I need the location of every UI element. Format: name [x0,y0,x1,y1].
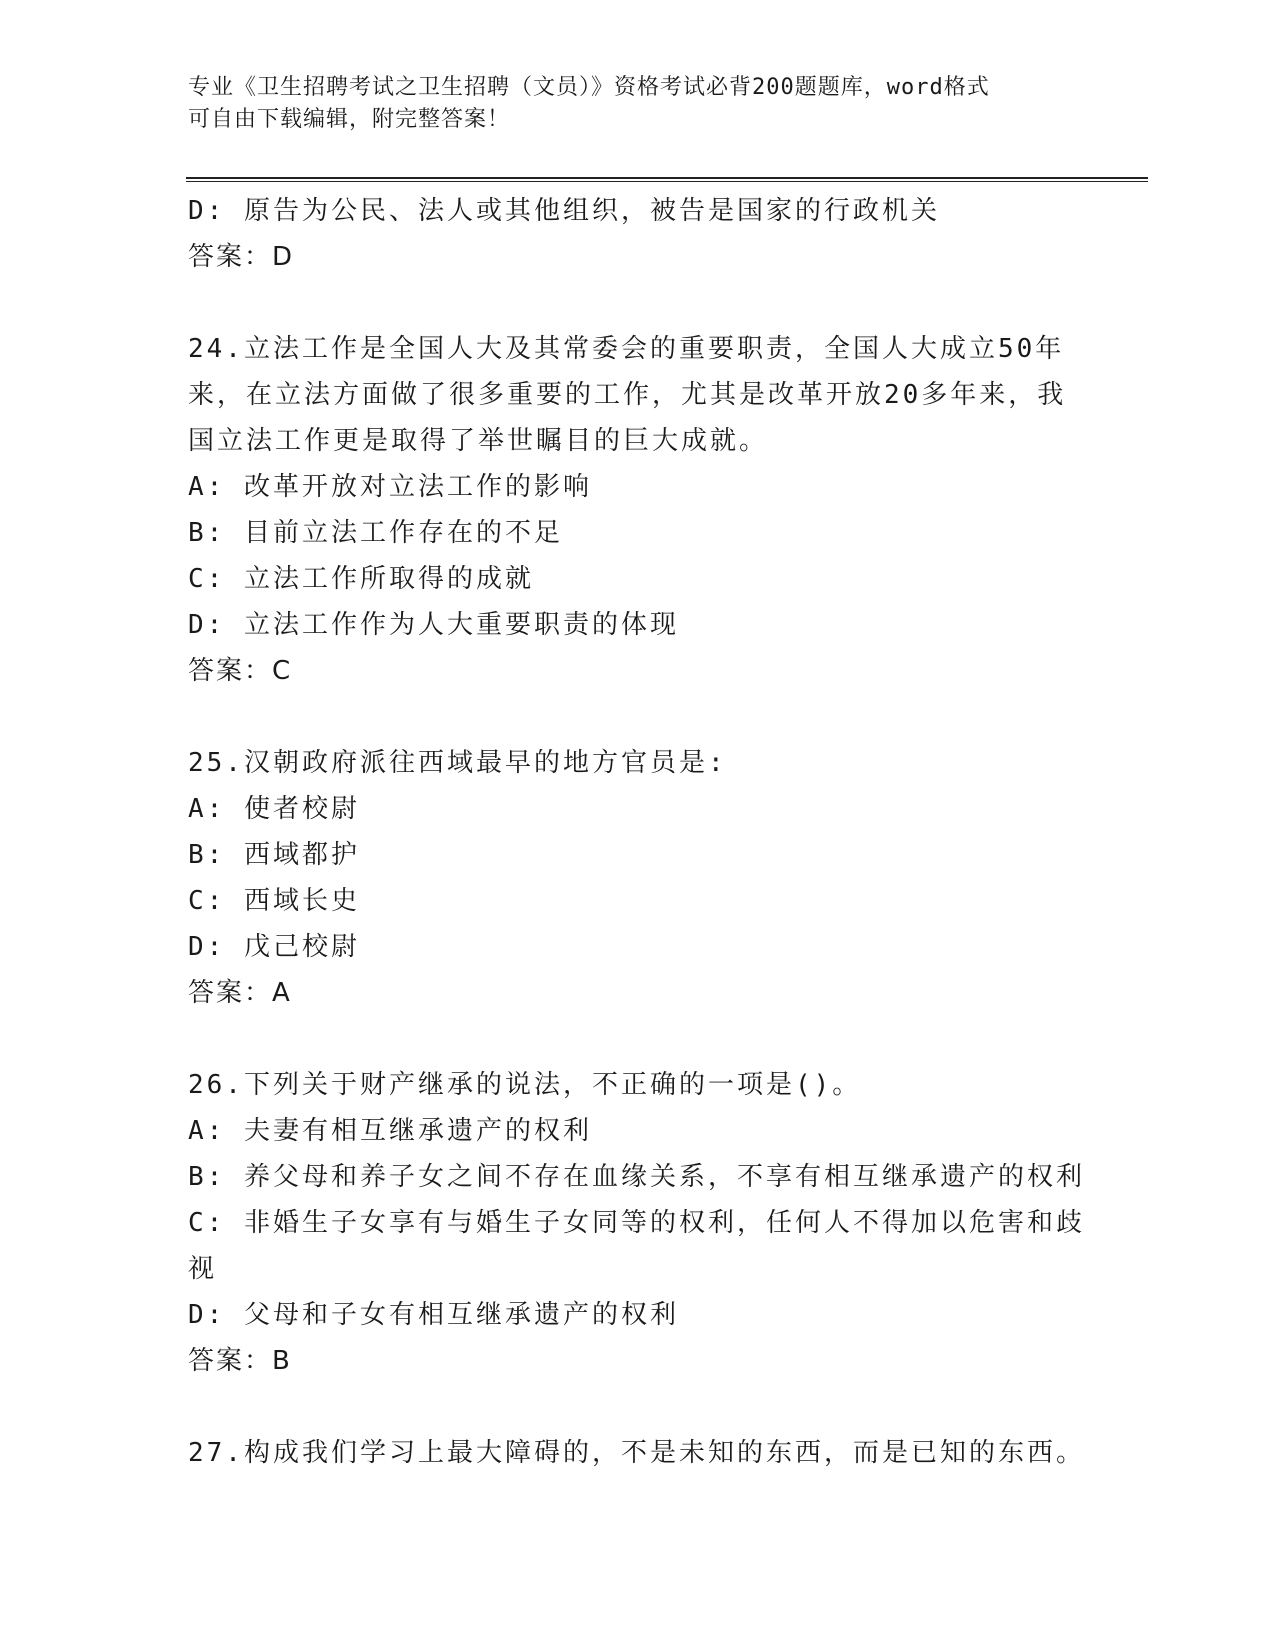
header-line-2: 可自由下载编辑，附完整答案！ [188,107,511,132]
question-24-answer: 答案：C [188,656,293,686]
question-24 [188,326,1088,694]
question-27 [188,1430,1088,1476]
question-24-stem-line-1: 24.立法工作是全国人大及其常委会的重要职责，全国人大成立50年 [188,334,1065,364]
question-list [188,188,1088,1476]
question-24-option-a: A: 改革开放对立法工作的影响 [188,472,592,502]
question-25-option-a: A: 使者校尉 [188,794,360,824]
question-26-option-b: B: 养父母和养子女之间不存在血缘关系，不享有相互继承遗产的权利 [188,1162,1085,1192]
question-24-option-c: C: 立法工作所取得的成就 [188,564,534,594]
question-25-answer: 答案：A [188,978,292,1008]
document-header [188,72,1088,136]
question-26-option-c-line-2: 视 [188,1254,218,1284]
question-25-option-d: D: 戊己校尉 [188,932,360,962]
question-26-answer: 答案：B [188,1346,292,1376]
prev-option-d: D: 原告为公民、法人或其他组织，被告是国家的行政机关 [188,196,940,226]
question-24-option-d: D: 立法工作作为人大重要职责的体现 [188,610,679,640]
question-24-stem-line-3: 国立法工作更是取得了举世瞩目的巨大成就。 [188,426,769,456]
question-25-option-c: C: 西域长史 [188,886,360,916]
question-26-option-a: A: 夫妻有相互继承遗产的权利 [188,1116,592,1146]
spacer [188,280,1088,326]
question-26-option-c-line-1: C: 非婚生子女享有与婚生子女同等的权利，任何人不得加以危害和歧 [188,1208,1085,1238]
header-line-1: 专业《卫生招聘考试之卫生招聘（文员）》资格考试必背200题题库，word格式 [188,75,990,100]
spacer [188,694,1088,740]
header-divider-thick [186,177,1148,179]
prev-answer: 答案：D [188,242,295,272]
question-25 [188,740,1088,1016]
spacer [188,1384,1088,1430]
question-24-option-b: B: 目前立法工作存在的不足 [188,518,563,548]
question-26-stem: 26.下列关于财产继承的说法，不正确的一项是()。 [188,1070,862,1100]
question-26-option-d: D: 父母和子女有相互继承遗产的权利 [188,1300,679,1330]
question-24-stem-line-2: 来，在立法方面做了很多重要的工作，尤其是改革开放20多年来，我 [188,380,1067,410]
question-25-option-b: B: 西域都护 [188,840,360,870]
spacer [188,1016,1088,1062]
question-26 [188,1062,1088,1384]
question-27-stem: 27.构成我们学习上最大障碍的，不是未知的东西，而是已知的东西。 [188,1438,1085,1468]
header-divider-thin [186,181,1148,182]
question-25-stem: 25.汉朝政府派往西域最早的地方官员是: [188,748,727,778]
